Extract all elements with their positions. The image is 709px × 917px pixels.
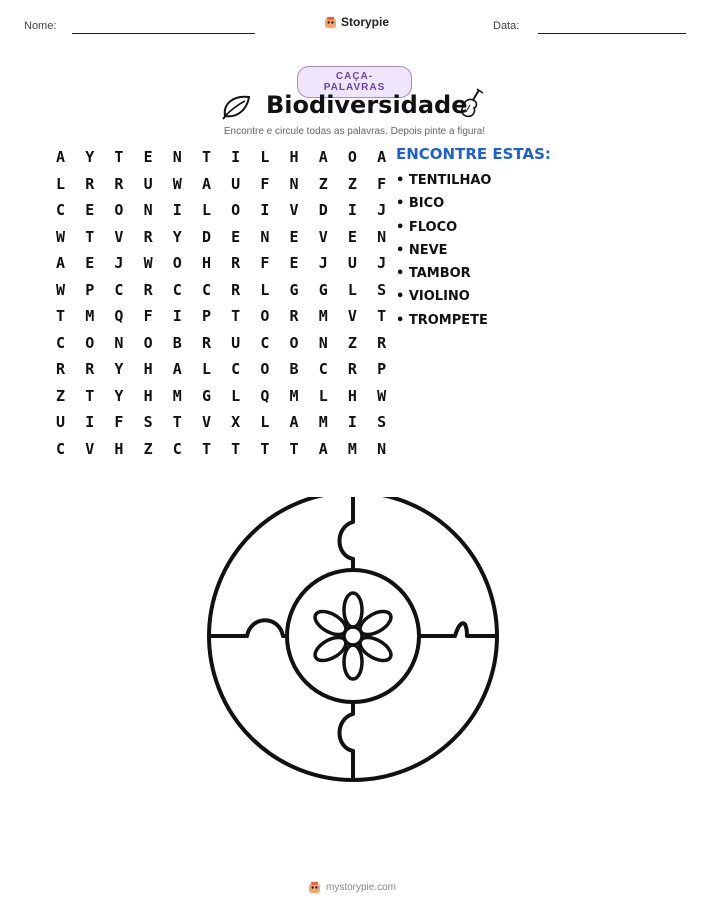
grid-cell[interactable]: R — [289, 307, 299, 325]
grid-cell[interactable]: M — [172, 386, 182, 405]
grid-cell[interactable]: P — [85, 280, 95, 299]
flower-icon — [311, 593, 394, 679]
grid-cell[interactable]: N — [172, 148, 182, 166]
grid-cell[interactable]: T — [201, 439, 211, 458]
grid-cell[interactable]: A — [201, 174, 211, 193]
grid-cell[interactable]: N — [377, 439, 387, 458]
grid-cell[interactable]: T — [85, 227, 95, 246]
grid-cell[interactable]: S — [377, 280, 387, 299]
grid-cell[interactable]: Z — [56, 386, 66, 405]
grid-cell[interactable]: R — [143, 227, 153, 246]
grid-cell[interactable]: W — [172, 174, 182, 193]
grid-row — [56, 250, 406, 277]
grid-cell[interactable]: B — [289, 360, 299, 378]
grid-cell[interactable]: N — [318, 333, 328, 352]
grid-cell[interactable]: C — [56, 201, 66, 219]
grid-cell[interactable]: E — [289, 227, 299, 246]
grid-cell[interactable]: N — [377, 227, 387, 246]
grid-cell[interactable]: L — [201, 201, 211, 219]
grid-cell[interactable]: U — [347, 254, 357, 272]
grid-cell[interactable]: V — [201, 413, 211, 431]
word-list — [396, 169, 491, 332]
word-list-item: • TENTILHAO — [396, 173, 492, 188]
grid-cell[interactable]: T — [289, 439, 299, 458]
grid-cell[interactable]: E — [143, 148, 153, 166]
storypie-logo-icon — [308, 881, 321, 894]
grid-cell[interactable]: U — [56, 413, 66, 431]
grid-row — [56, 224, 406, 251]
grid-cell[interactable]: L — [260, 280, 270, 299]
grid-cell[interactable]: C — [172, 280, 182, 299]
grid-cell[interactable]: I — [347, 413, 357, 431]
grid-cell[interactable]: Y — [172, 227, 182, 246]
grid-cell[interactable]: H — [347, 386, 357, 405]
grid-cell[interactable]: V — [289, 201, 299, 219]
grid-cell[interactable]: Q — [260, 386, 270, 405]
grid-cell[interactable]: A — [377, 148, 387, 166]
grid-cell[interactable]: X — [231, 413, 241, 431]
grid-cell[interactable]: N — [260, 227, 270, 246]
grid-cell[interactable]: V — [114, 227, 124, 246]
grid-row — [56, 409, 406, 436]
grid-cell[interactable]: O — [143, 333, 153, 352]
grid-cell[interactable]: W — [377, 386, 387, 405]
grid-cell[interactable]: H — [201, 254, 211, 272]
grid-cell[interactable]: F — [260, 174, 270, 193]
grid-cell[interactable]: L — [201, 360, 211, 378]
grid-cell[interactable]: G — [289, 280, 299, 299]
grid-cell[interactable]: I — [260, 201, 270, 219]
grid-cell[interactable]: A — [289, 413, 299, 431]
grid-cell[interactable]: O — [289, 333, 299, 352]
grid-cell[interactable]: T — [377, 307, 387, 325]
grid-cell[interactable]: P — [201, 307, 211, 325]
grid-cell[interactable]: C — [201, 280, 211, 299]
word-search-grid — [56, 144, 406, 462]
grid-cell[interactable]: T — [260, 439, 270, 458]
grid-cell[interactable]: V — [347, 307, 357, 325]
grid-cell[interactable]: R — [56, 360, 66, 378]
grid-cell[interactable]: C — [56, 439, 66, 458]
outer-circle — [209, 497, 497, 780]
grid-cell[interactable]: A — [56, 254, 66, 272]
grid-cell[interactable]: Q — [114, 307, 124, 325]
puzzle-circle-illustration — [205, 497, 505, 789]
grid-cell[interactable]: A — [318, 148, 328, 166]
grid-cell[interactable]: F — [377, 174, 387, 193]
grid-cell[interactable]: H — [289, 148, 299, 166]
grid-cell[interactable]: D — [318, 201, 328, 219]
grid-cell[interactable]: R — [85, 174, 95, 193]
grid-cell[interactable]: A — [56, 148, 66, 166]
grid-cell[interactable]: F — [260, 254, 270, 272]
grid-cell[interactable]: A — [318, 439, 328, 458]
grid-cell[interactable]: E — [85, 254, 95, 272]
grid-cell[interactable]: L — [318, 386, 328, 405]
grid-cell[interactable]: I — [231, 148, 241, 166]
word-list-item: • VIOLINO — [396, 289, 470, 305]
grid-cell[interactable]: Z — [143, 439, 153, 458]
grid-cell[interactable]: V — [85, 439, 95, 458]
grid-cell[interactable]: L — [347, 280, 357, 299]
grid-cell[interactable]: I — [85, 413, 95, 431]
footer — [308, 881, 396, 894]
footer-site: mystorypie.com — [326, 882, 397, 893]
grid-cell[interactable]: T — [114, 148, 124, 166]
grid-row — [56, 144, 406, 171]
grid-cell[interactable]: H — [114, 439, 124, 458]
grid-row — [56, 330, 406, 357]
storypie-logo-icon — [324, 16, 337, 29]
grid-cell[interactable]: O — [231, 201, 241, 219]
grid-cell[interactable]: R — [231, 254, 241, 272]
grid-cell[interactable]: F — [114, 413, 124, 431]
grid-cell[interactable]: P — [377, 360, 387, 378]
grid-cell[interactable]: G — [318, 280, 328, 299]
grid-cell[interactable]: C — [172, 439, 182, 458]
inner-circle — [287, 570, 419, 702]
grid-cell[interactable]: M — [347, 439, 357, 458]
grid-cell[interactable]: T — [231, 307, 241, 325]
grid-cell[interactable]: Y — [114, 360, 124, 378]
grid-cell[interactable]: N — [289, 174, 299, 193]
grid-cell[interactable]: H — [143, 386, 153, 405]
grid-cell[interactable]: N — [114, 333, 124, 352]
word-list-item: • TROMPETE — [396, 312, 488, 328]
grid-cell[interactable]: M — [318, 413, 328, 431]
grid-cell[interactable]: O — [260, 360, 270, 378]
grid-cell[interactable]: Z — [318, 174, 328, 193]
grid-cell[interactable]: C — [231, 360, 241, 378]
grid-cell[interactable]: G — [201, 386, 211, 405]
page-title: Biodiversidade — [266, 91, 468, 119]
grid-cell[interactable]: Y — [85, 148, 95, 166]
grid-cell[interactable]: A — [172, 360, 182, 378]
grid-cell[interactable]: C — [318, 360, 328, 378]
brand — [324, 15, 389, 29]
grid-cell[interactable]: T — [85, 386, 95, 405]
grid-cell[interactable]: I — [172, 201, 182, 219]
grid-cell[interactable]: M — [289, 386, 299, 405]
grid-cell[interactable]: R — [347, 360, 357, 378]
grid-cell[interactable]: U — [231, 333, 241, 352]
grid-cell[interactable]: O — [114, 201, 124, 219]
grid-cell[interactable]: R — [114, 174, 124, 193]
grid-cell[interactable]: W — [56, 280, 66, 299]
grid-cell[interactable]: C — [114, 280, 124, 299]
grid-cell[interactable]: I — [172, 307, 182, 325]
category-badge: CAÇA-PALAVRAS — [297, 66, 412, 98]
grid-cell[interactable]: R — [85, 360, 95, 378]
grid-cell[interactable]: T — [201, 148, 211, 166]
grid-cell[interactable]: M — [85, 307, 95, 325]
grid-cell[interactable]: Y — [114, 386, 124, 405]
date-field[interactable] — [538, 33, 686, 34]
grid-cell[interactable]: Z — [347, 174, 357, 193]
grid-row — [56, 197, 406, 224]
word-list-title: ENCONTRE ESTAS: — [396, 145, 551, 163]
grid-cell[interactable]: E — [289, 254, 299, 272]
grid-cell[interactable]: I — [347, 201, 357, 219]
grid-cell[interactable]: T — [172, 413, 182, 431]
grid-cell[interactable]: O — [85, 333, 95, 352]
grid-cell[interactable]: R — [377, 333, 387, 352]
grid-cell[interactable]: L — [260, 148, 270, 166]
grid-cell[interactable]: R — [143, 280, 153, 299]
word-list-item: • BICO — [396, 196, 445, 212]
grid-cell[interactable]: Z — [347, 333, 357, 352]
grid-cell[interactable]: S — [143, 413, 153, 431]
grid-cell[interactable]: U — [231, 174, 241, 193]
word-list-item: • FLOCO — [396, 219, 458, 235]
grid-cell[interactable]: W — [56, 227, 66, 246]
word-list-item: • NEVE — [396, 242, 448, 258]
grid-cell[interactable]: L — [56, 174, 66, 193]
name-label: Nome: — [24, 20, 57, 32]
grid-cell[interactable]: W — [143, 254, 153, 272]
grid-cell[interactable]: J — [318, 254, 328, 272]
grid-cell[interactable]: D — [201, 227, 211, 246]
grid-cell[interactable]: O — [172, 254, 182, 272]
grid-cell[interactable]: U — [143, 174, 153, 193]
grid-row — [56, 303, 406, 330]
grid-cell[interactable]: H — [143, 360, 153, 378]
grid-cell[interactable]: L — [260, 413, 270, 431]
leaf-icon — [221, 92, 253, 122]
word-list-item: • TAMBOR — [396, 266, 471, 282]
grid-cell[interactable]: B — [172, 333, 182, 352]
grid-cell[interactable]: O — [260, 307, 270, 325]
grid-cell[interactable]: S — [377, 413, 387, 431]
grid-row — [56, 383, 406, 410]
name-field[interactable] — [72, 33, 255, 34]
grid-cell[interactable]: E — [347, 227, 357, 246]
grid-cell[interactable]: C — [260, 333, 270, 352]
date-label: Data: — [493, 20, 520, 32]
grid-cell[interactable]: L — [231, 386, 241, 405]
grid-row — [56, 356, 406, 383]
grid-cell[interactable]: N — [143, 201, 153, 219]
grid-cell[interactable]: M — [318, 307, 328, 325]
grid-cell[interactable]: R — [201, 333, 211, 352]
grid-cell[interactable]: O — [347, 148, 357, 166]
grid-row — [56, 436, 406, 463]
grid-cell[interactable]: R — [231, 280, 241, 299]
brand-name: Storypie — [341, 15, 390, 29]
grid-cell[interactable]: J — [377, 254, 387, 272]
grid-cell[interactable]: F — [143, 307, 153, 325]
instructions: Encontre e circule todas as palavras. Depois pinte a figura! — [223, 126, 486, 137]
grid-cell[interactable]: J — [377, 201, 387, 219]
violin-icon — [457, 88, 487, 122]
grid-row — [56, 277, 406, 304]
grid-cell[interactable]: E — [85, 201, 95, 219]
grid-row — [56, 171, 406, 198]
grid-cell[interactable]: E — [231, 227, 241, 246]
grid-cell[interactable]: T — [56, 307, 66, 325]
grid-cell[interactable]: J — [114, 254, 124, 272]
grid-cell[interactable]: V — [318, 227, 328, 246]
grid-cell[interactable]: T — [231, 439, 241, 458]
grid-cell[interactable]: C — [56, 333, 66, 352]
